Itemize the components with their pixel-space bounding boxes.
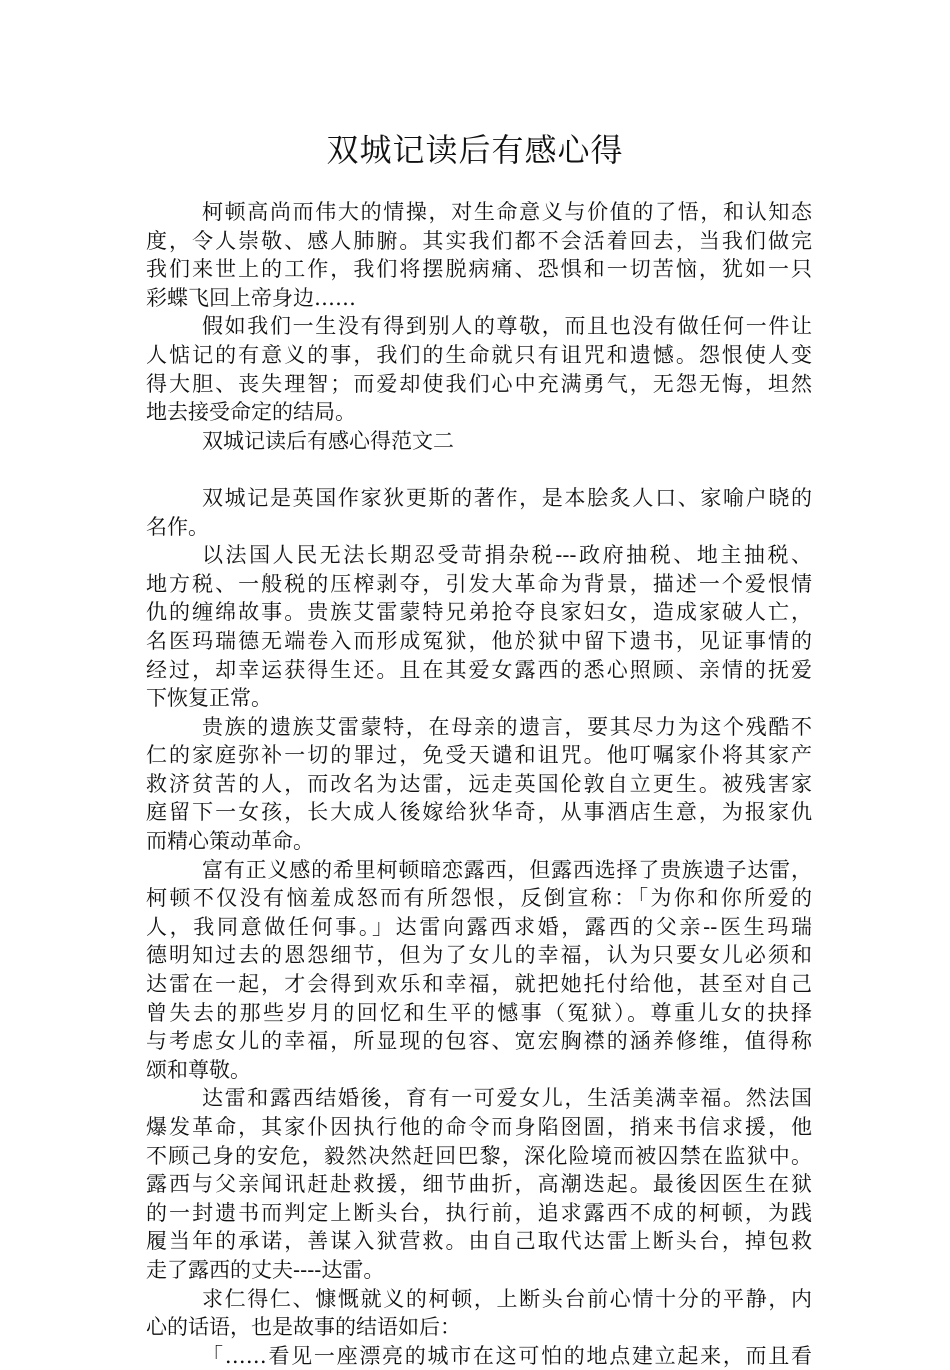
text-line: 露西与父亲闻讯赶赴救援，细节曲折，高潮迭起。最後因医生在狱 xyxy=(146,1172,812,1197)
text-line: 富有正义感的希里柯顿暗恋露西，但露西选择了贵族遗子达雷， xyxy=(202,857,812,882)
text-line: 达雷和露西结婚後，育有一可爱女儿，生活美满幸福。然法国 xyxy=(202,1086,812,1111)
text-line: 柯顿高尚而伟大的情操，对生命意义与价值的了悟，和认知态 xyxy=(202,200,812,224)
text-line: 假如我们一生没有得到别人的尊敬，而且也没有做任何一件让 xyxy=(202,314,812,339)
text-line: 的一封遗书而判定上断头台，执行前，追求露西不成的柯顿，为践 xyxy=(146,1200,812,1225)
text-line: 曾失去的那些岁月的回忆和生平的憾事（冤狱）。尊重儿女的抉择 xyxy=(146,1000,812,1025)
document-body xyxy=(146,198,812,1370)
text-line: 我们来世上的工作，我们将摆脱病痛、恐惧和一切苦恼，犹如一只 xyxy=(146,257,812,282)
text-line: 救济贫苦的人，而改名为达雷，远走英国伦敦自立更生。被残害家 xyxy=(146,771,812,796)
text-line: 庭留下一女孩，长大成人後嫁给狄华奇，从事酒店生意，为报家仇 xyxy=(146,800,812,825)
page-title: 双城记读后有感心得 xyxy=(326,131,624,169)
text-line: 履当年的承诺，善谋入狱营救。由自己取代达雷上断头台，掉包救 xyxy=(146,1229,812,1254)
text-line: 双城记读后有感心得范文二 xyxy=(202,428,454,453)
text-line: 人，我同意做任何事。」达雷向露西求婚，露西的父亲--医生玛瑞 xyxy=(146,914,812,939)
text-line: 而精心策动革命。 xyxy=(146,829,314,854)
text-line: 达雷在一起，才会得到欢乐和幸福，就把她托付给他，甚至对自己 xyxy=(146,972,812,997)
text-line: 度，令人崇敬、感人肺腑。其实我们都不会活着回去，当我们做完 xyxy=(146,228,812,253)
text-line: 名作。 xyxy=(146,514,209,539)
text-line: 仁的家庭弥补一切的罪过，免受天谴和诅咒。他叮嘱家仆将其家产 xyxy=(146,743,812,768)
text-line: 求仁得仁、慷慨就义的柯顿，上断头台前心情十分的平静，内 xyxy=(202,1286,812,1311)
text-line: 爆发革命，其家仆因执行他的命令而身陷囹圄，捎来书信求援，他 xyxy=(146,1115,812,1139)
text-line: 人惦记的有意义的事，我们的生命就只有诅咒和遗憾。怨恨使人变 xyxy=(146,342,812,367)
text-line: 经过，却幸运获得生还。且在其爱女露西的悉心照顾、亲情的抚爱 xyxy=(146,657,812,682)
blank-line xyxy=(146,455,812,484)
text-line: 不顾己身的安危，毅然决然赶回巴黎，深化险境而被囚禁在监狱中。 xyxy=(146,1143,812,1168)
text-line: 仇的缠绵故事。贵族艾雷蒙特兄弟抢夺良家妇女，造成家破人亡， xyxy=(146,600,812,625)
text-line: 以法国人民无法长期忍受苛捐杂税---政府抽税、地主抽税、 xyxy=(202,543,812,568)
text-line: 「……看见一座漂亮的城市在这可怕的地点建立起来，而且看 xyxy=(202,1343,812,1368)
text-line: 得大胆、丧失理智；而爱却使我们心中充满勇气，无怨无悔，坦然 xyxy=(146,371,812,396)
text-line: 地方税、一般税的压榨剥夺，引发大革命为背景，描述一个爱恨情 xyxy=(146,571,812,596)
text-line: 走了露西的丈夫----达雷。 xyxy=(146,1257,385,1282)
text-line: 彩蝶飞回上帝身边…… xyxy=(146,285,356,310)
text-line: 双城记是英国作家狄更斯的著作，是本脍炙人口、家喻户晓的 xyxy=(202,485,812,510)
text-line: 德明知过去的恩怨细节，但为了女儿的幸福，认为只要女儿必须和 xyxy=(146,943,812,968)
text-line: 颂和尊敬。 xyxy=(146,1057,251,1082)
text-line: 心的话语，也是故事的结语如后： xyxy=(146,1315,461,1340)
text-line: 柯顿不仅没有恼羞成怒而有所怨恨，反倒宣称：「为你和你所爱的 xyxy=(146,886,812,911)
text-line: 与考虑女儿的幸福，所显现的包容、宽宏胸襟的涵养修维，值得称 xyxy=(146,1029,812,1054)
text-line: 地去接受命定的结局。 xyxy=(146,400,356,425)
text-line: 贵族的遗族艾雷蒙特，在母亲的遗言，要其尽力为这个残酷不 xyxy=(202,714,812,739)
text-line: 名医玛瑞德无端卷入而形成冤狱，他於狱中留下遗书，见证事情的 xyxy=(146,628,812,653)
text-line: 下恢复正常。 xyxy=(146,686,272,711)
